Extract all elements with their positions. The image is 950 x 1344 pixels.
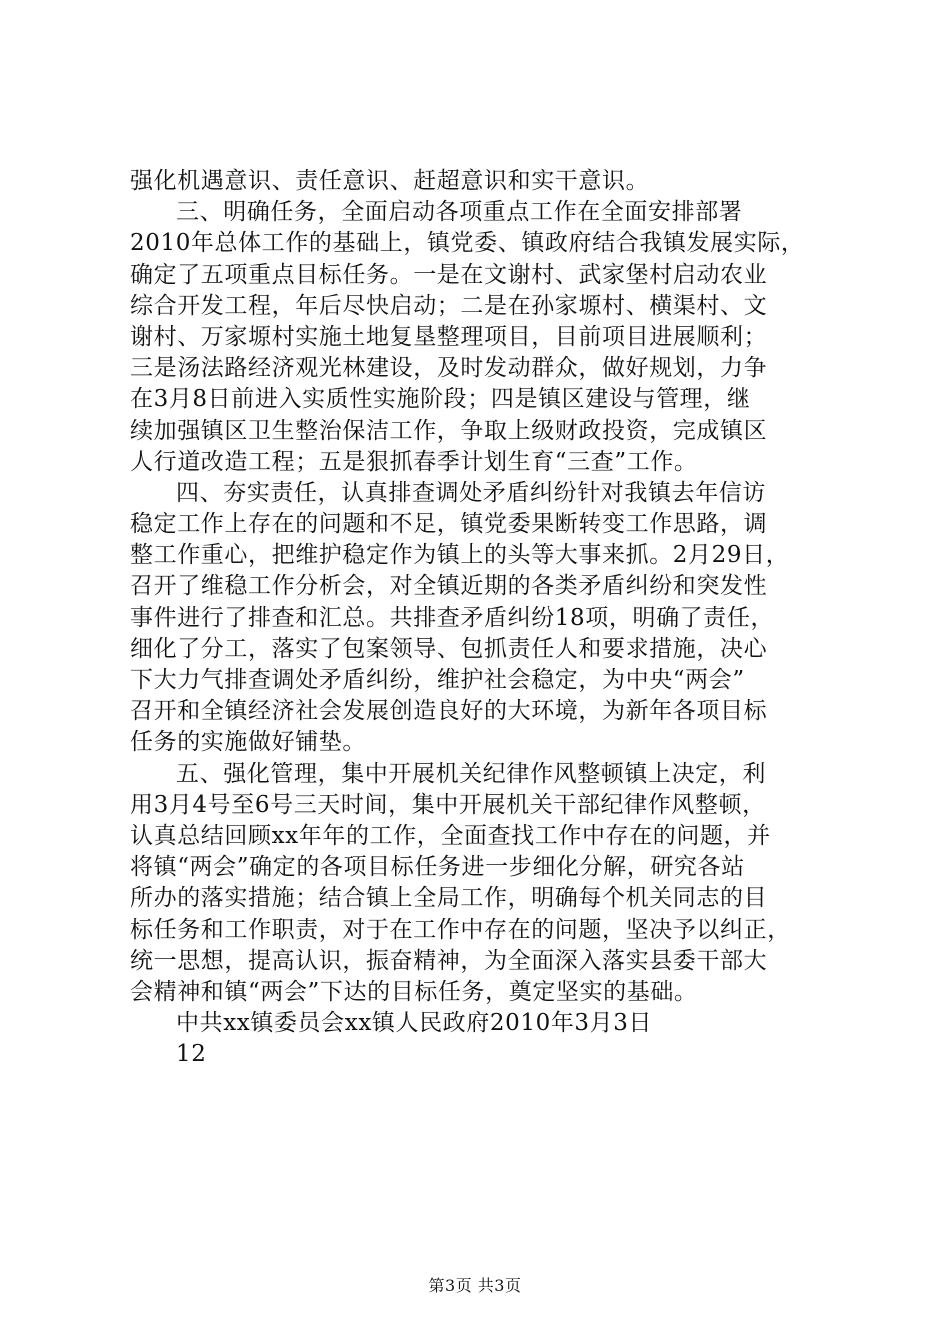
text-line: 综合开发工程，年后尽快启动；二是在孙家塬村、横渠村、文 <box>130 292 768 319</box>
text-line: 在3月8日前进入实质性实施阶段；四是镇区建设与管理，继 <box>130 386 751 413</box>
text-line: 会精神和镇“两会”下达的目标任务，奠定坚实的基础。 <box>130 978 698 1005</box>
text-line: 谢村、万家塬村实施土地复垦整理项目，目前项目进展顺利； <box>130 323 768 350</box>
section-five-heading-line: 五、强化管理，集中开展机关纪律作风整顿镇上决定，利 <box>176 760 766 787</box>
text-line: 认真总结回顾xx年年的工作，全面查找工作中存在的问题，并 <box>130 822 771 849</box>
text-line: 稳定工作上存在的问题和不足，镇党委果断转变工作思路，调 <box>130 511 768 538</box>
section-four-heading-line: 四、夯实责任，认真排查调处矛盾纠纷针对我镇去年信访 <box>176 479 766 506</box>
text-line: 整工作重心，把维护稳定作为镇上的头等大事来抓。2月29日， <box>130 542 790 569</box>
text-line: 统一思想，提高认识，振奋精神，为全面深入落实县委干部大 <box>130 947 768 974</box>
text-line: 强化机遇意识、责任意识、赶超意识和实干意识。 <box>130 168 650 194</box>
section-three-heading-line: 三、明确任务，全面启动各项重点工作在全面安排部署 <box>176 199 743 226</box>
text-line: 标任务和工作职责，对于在工作中存在的问题，坚决予以纠正， <box>130 916 791 943</box>
text-line: 将镇“两会”确定的各项目标任务进一步细化分解，研究各站 <box>130 854 745 881</box>
page-footer: 第3页 共3页 <box>428 1276 522 1295</box>
text-line: 下大力气排查调处矛盾纠纷，维护社会稳定，为中央“两会” <box>130 667 745 693</box>
text-line: 确定了五项重点目标任务。一是在文谢村、武家堡村启动农业 <box>130 261 768 288</box>
text-line: 细化了分工，落实了包案领导、包抓责任人和要求措施，决心 <box>130 635 768 662</box>
text-line: 2010年总体工作的基础上，镇党委、镇政府结合我镇发展实际， <box>130 230 805 257</box>
text-line: 事件进行了排查和汇总。共排查矛盾纠纷18项，明确了责任， <box>130 604 775 631</box>
text-line: 召开和全镇经济社会发展创造良好的大环境，为新年各项目标 <box>130 698 768 725</box>
text-line: 续加强镇区卫生整治保洁工作，争取上级财政投资，完成镇区 <box>130 417 768 444</box>
text-line: 召开了维稳工作分析会，对全镇近期的各类矛盾纠纷和突发性 <box>130 573 768 600</box>
text-line: 任务的实施做好铺垫。 <box>130 729 366 756</box>
text-line: 人行道改造工程；五是狠抓春季计划生育“三查”工作。 <box>130 448 698 475</box>
trailing-number: 12 <box>176 1041 207 1068</box>
text-line: 三是汤法路经济观光林建设，及时发动群众，做好规划，力争 <box>130 355 768 382</box>
signature-line: 中共xx镇委员会xx镇人民政府2010年3月3日 <box>176 1010 653 1037</box>
text-line: 用3月4号至6号三天时间，集中开展机关干部纪律作风整顿， <box>130 791 766 818</box>
text-line: 所办的落实措施；结合镇上全局工作，明确每个机关同志的目 <box>130 885 768 912</box>
document-body <box>130 166 830 1070</box>
